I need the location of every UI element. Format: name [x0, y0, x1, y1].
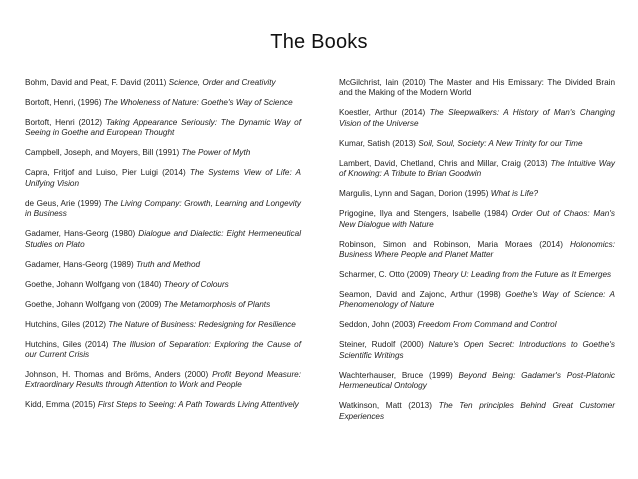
- book-title: Theory of Colours: [163, 279, 229, 289]
- book-entry: [339, 320, 615, 330]
- book-entry: [339, 78, 615, 99]
- book-title: Truth and Method: [136, 259, 201, 269]
- book-entry: [339, 108, 615, 129]
- book-title: The Master and His Emissary: The Divided Brain and the Making of the Modern World: [339, 78, 615, 98]
- book-author: Seddon, John (2003): [339, 320, 416, 330]
- book-title: Holonomics: Business Where People and Planet Matter: [339, 239, 615, 260]
- book-entry: [339, 189, 615, 199]
- book-title: The Illusion of Separation: Exploring the Cause of our Current Crisis: [25, 339, 302, 360]
- book-title: Goethe's Way of Science: A Phenomenology of Nature: [339, 290, 615, 310]
- book-author: Bohm, David and Peat, F. David (2011): [25, 78, 167, 87]
- book-author: Prigogine, Ilya and Stengers, Isabelle (1984): [339, 209, 508, 219]
- book-author: Scharmer, C. Otto (2009): [339, 270, 431, 280]
- book-author: Campbell, Joseph, and Moyers, Bill (1991): [25, 148, 180, 158]
- book-title: What is Life?: [490, 189, 539, 199]
- book-entry: [339, 209, 615, 230]
- book-author: Hutchins, Giles (2012): [25, 319, 106, 329]
- book-author: Capra, Fritjof and Luiso, Pier Luigi (2014): [25, 168, 186, 178]
- book-entry: [339, 371, 615, 392]
- book-entry: [25, 370, 301, 391]
- book-title: Soil, Soul, Society: A New Trinity for our Time: [418, 138, 583, 148]
- book-title: Beyond Being: Gadamer's Post-Platonic Hermeneutical Ontology: [339, 370, 615, 391]
- book-entry: [339, 401, 615, 422]
- book-entry: [25, 400, 301, 410]
- book-title: First Steps to Seeing: A Path Towards Living Attentively: [97, 400, 299, 410]
- book-title: Order Out of Chaos: Man's New Dialogue with Nature: [339, 209, 615, 229]
- book-title: The Metamorphosis of Plants: [163, 299, 271, 309]
- book-entry: [25, 260, 301, 270]
- book-author: Kumar, Satish (2013): [339, 138, 416, 148]
- book-author: Koestler, Arthur (2014): [339, 108, 426, 118]
- book-entry: [339, 290, 615, 311]
- book-author: Gadamer, Hans-Georg (1980): [25, 229, 136, 239]
- book-author: Gadamer, Hans-Georg (1989): [25, 259, 134, 269]
- book-title: Profit Beyond Measure: Extraordinary Results through Attention to Work and People: [25, 370, 301, 390]
- book-entry: [339, 340, 615, 361]
- book-author: Lambert, David, Chetland, Chris and Millar, Craig (2013): [339, 158, 548, 168]
- book-title: Science, Order and Creativity: [168, 78, 276, 87]
- book-author: Kidd, Emma (2015): [25, 400, 96, 410]
- book-title: The Systems View of Life: A Unifying Vision: [25, 168, 301, 188]
- book-entry: [25, 148, 301, 158]
- book-title: Taking Appearance Seriously: The Dynamic Way of Seeing in Goethe and European Thought: [25, 118, 301, 138]
- book-entry: [339, 159, 615, 180]
- book-list-right: [339, 78, 615, 432]
- book-list-left: [25, 78, 301, 420]
- page-title: The Books: [270, 31, 368, 53]
- book-author: McGilchrist, Iain (2010): [339, 78, 426, 87]
- book-author: Johnson, H. Thomas and Bröms, Anders (2000): [25, 370, 209, 380]
- book-entry: [25, 168, 301, 189]
- book-entry: [25, 320, 301, 330]
- book-title: The Intuitive Way of Knowing: A Tribute to Brian Goodwin: [339, 158, 615, 179]
- book-title: The Wholeness of Nature: Goethe's Way of Science: [103, 98, 293, 107]
- book-author: Steiner, Rudolf (2000): [339, 340, 424, 350]
- book-entry: [25, 300, 301, 310]
- book-author: de Geus, Arie (1999): [25, 198, 102, 208]
- book-entry: [25, 340, 301, 361]
- book-author: Robinson, Simon and Robinson, Maria Moraes (2014): [339, 239, 563, 249]
- book-author: Bortoft, Henri, (1996): [25, 98, 102, 107]
- book-author: Wachterhauser, Bruce (1999): [339, 370, 453, 380]
- book-entry: [25, 229, 301, 250]
- book-title: The Power of Myth: [181, 148, 251, 158]
- book-title: The Sleepwalkers: A History of Man's Changing Vision of the Universe: [339, 108, 615, 128]
- book-author: Margulis, Lynn and Sagan, Dorion (1995): [339, 189, 489, 199]
- book-entry: [339, 139, 615, 149]
- book-title: Nature's Open Secret: Introductions to Goethe's Scientific Writings: [339, 340, 615, 360]
- book-title: Dialogue and Dialectic: Eight Hermeneutical Studies on Plato: [25, 229, 302, 249]
- book-title: Theory U: Leading from the Future as It Emerges: [432, 270, 612, 280]
- book-author: Bortoft, Henri (2012): [25, 118, 103, 127]
- book-author: Goethe, Johann Wolfgang von (2009): [25, 299, 162, 309]
- book-title: The Ten principles Behind Great Customer Experiences: [339, 401, 615, 421]
- book-title: Freedom From Command and Control: [417, 320, 557, 330]
- book-entry: [25, 78, 301, 88]
- book-entry: [25, 199, 301, 220]
- book-entry: [339, 240, 615, 261]
- book-author: Seamon, David and Zajonc, Arthur (1998): [339, 290, 501, 300]
- book-entry: [339, 270, 615, 280]
- book-author: Goethe, Johann Wolfgang von (1840): [25, 279, 162, 289]
- book-title: The Nature of Business: Redesigning for Resilience: [108, 319, 296, 329]
- book-author: Watkinson, Matt (2013): [339, 401, 432, 411]
- book-author: Hutchins, Giles (2014): [25, 339, 109, 349]
- book-entry: [25, 118, 301, 139]
- book-title: The Living Company: Growth, Learning and Longevity in Business: [25, 198, 301, 219]
- book-entry: [25, 280, 301, 290]
- book-entry: [25, 98, 301, 108]
